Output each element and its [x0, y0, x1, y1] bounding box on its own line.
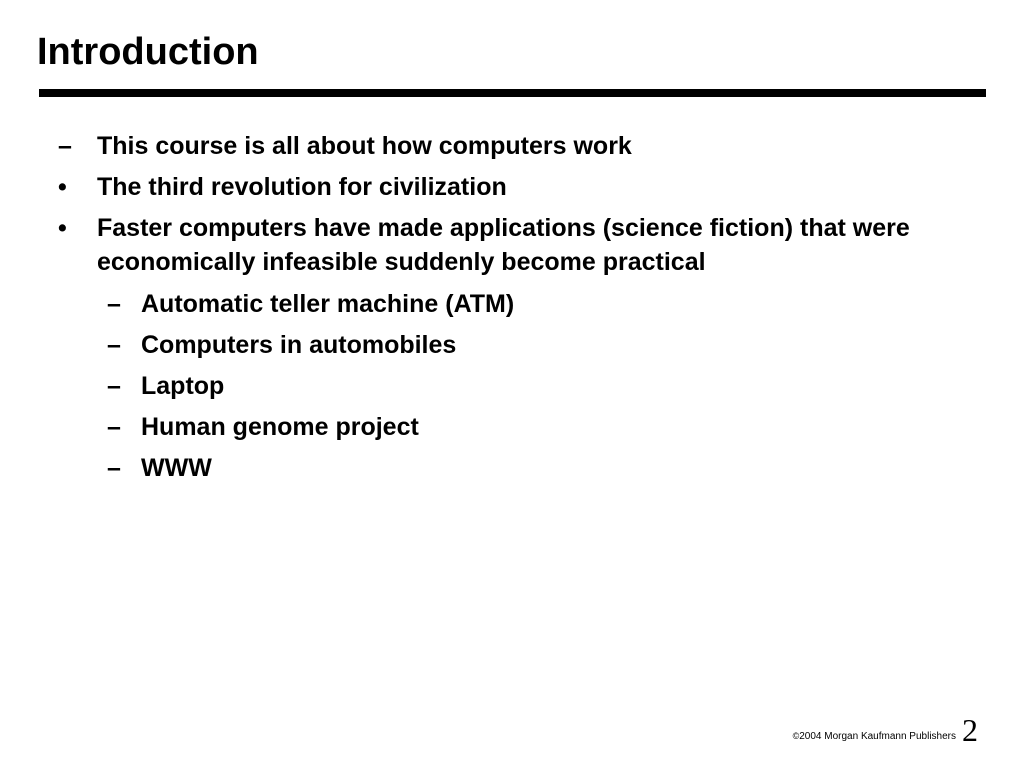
sub-bullet-marker: –: [107, 372, 121, 400]
sub-bullet-text: Automatic teller machine (ATM): [141, 290, 515, 318]
copyright-footer: [793, 729, 956, 744]
bullet-marker: •: [58, 173, 67, 201]
sub-bullet-text: Computers in automobiles: [141, 331, 457, 359]
sub-bullet-marker: –: [107, 413, 121, 441]
copyright-text: 2004 Morgan Kaufmann Publishers: [799, 731, 956, 742]
sub-bullet-text: Laptop: [141, 372, 225, 400]
sub-bullet-text: WWW: [141, 454, 212, 482]
sub-bullet-marker: –: [107, 454, 121, 482]
sub-bullet-marker: –: [107, 331, 121, 359]
bullet-marker: •: [58, 214, 67, 242]
bullet-text: The third revolution for civilization: [97, 173, 507, 201]
sub-bullet-marker: –: [107, 290, 121, 318]
bullet-text: Faster computers have made applications (science fiction) that were economically infeasible suddenly become practical: [97, 214, 910, 276]
page-number: 2: [962, 712, 978, 748]
copyright-icon: ©: [792, 731, 800, 741]
title-divider: [39, 89, 986, 97]
bullet-marker: –: [58, 132, 72, 160]
sub-bullet-text: Human genome project: [141, 413, 419, 441]
bullet-text: This course is all about how computers work: [97, 132, 632, 160]
slide-title: Introduction: [37, 31, 259, 73]
